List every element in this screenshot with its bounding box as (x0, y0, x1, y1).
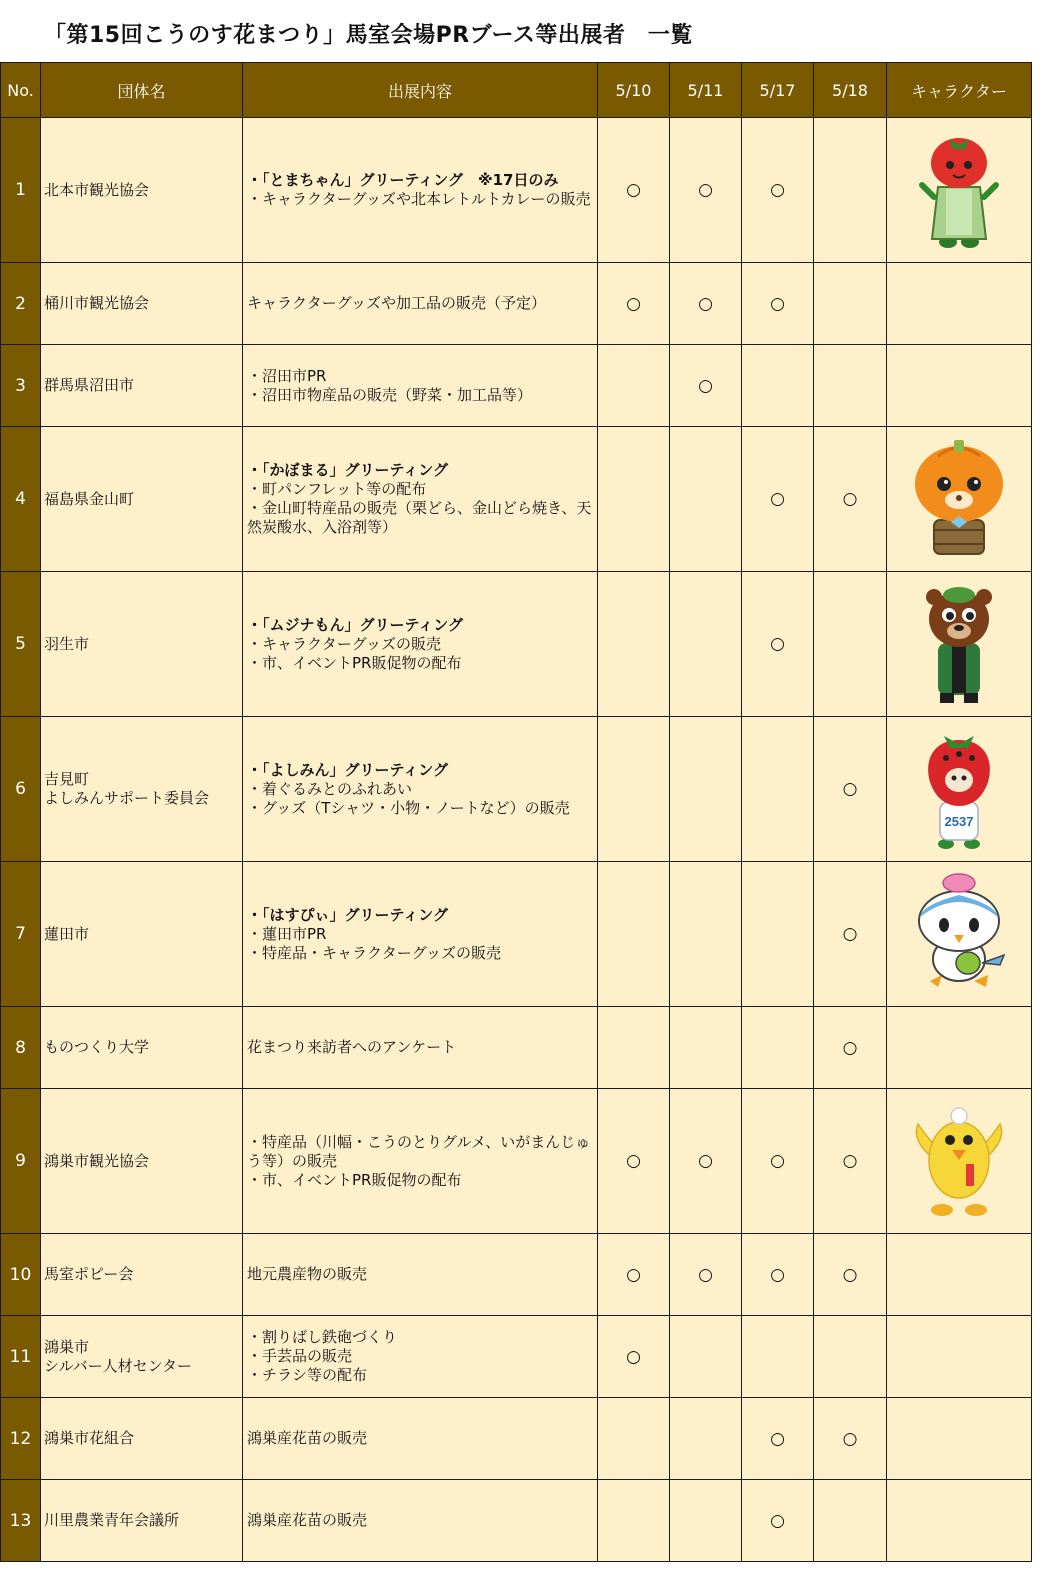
character-cell (887, 572, 1032, 717)
exhibit-content (243, 1007, 598, 1089)
date-3-mark (742, 1316, 814, 1398)
date-1-mark (598, 427, 670, 572)
character-cell (887, 1089, 1032, 1234)
date-1-mark (598, 1007, 670, 1089)
date-2-mark: ○ (670, 263, 742, 345)
date-3-mark (742, 1007, 814, 1089)
row-number: 13 (1, 1480, 41, 1562)
header-character: キャラクター (887, 63, 1032, 118)
pumpkin-mascot-icon (908, 436, 1010, 562)
header-org: 団体名 (41, 63, 243, 118)
exhibit-content-line: 鴻巣産花苗の販売 (247, 1429, 368, 1447)
character-cell (887, 345, 1032, 427)
date-4-mark: ○ (814, 1007, 887, 1089)
date-3-mark (742, 862, 814, 1007)
date-1-mark (598, 862, 670, 1007)
row-number: 9 (1, 1089, 41, 1234)
table-row (1, 118, 1032, 263)
date-4-mark: ○ (814, 717, 887, 862)
organization-name-line: 羽生市 (44, 634, 90, 653)
organization-name-line: 馬室ポピー会 (44, 1265, 134, 1283)
organization-name-line: 福島県金山町 (44, 489, 135, 508)
row-number: 2 (1, 263, 41, 345)
date-4-mark (814, 572, 887, 717)
organization-name (41, 572, 243, 717)
exhibit-content (243, 1398, 598, 1480)
exhibit-content-line: ・町パンフレット等の配布 (247, 480, 427, 498)
exhibit-content-line: ・キャラクターグッズの販売 (247, 634, 441, 653)
organization-name-line: 桶川市観光協会 (44, 294, 150, 312)
exhibit-content (243, 345, 598, 427)
organization-name (41, 427, 243, 572)
exhibit-content (243, 572, 598, 717)
date-4-mark: ○ (814, 1089, 887, 1234)
date-1-mark: ○ (598, 1316, 670, 1398)
exhibit-content-line: ・市、イベントPR販促物の配布 (247, 1170, 462, 1189)
date-3-mark: ○ (742, 572, 814, 717)
exhibit-content-line: 鴻巣産花苗の販売 (247, 1511, 368, 1529)
exhibitor-table (0, 62, 1032, 1562)
date-2-mark (670, 427, 742, 572)
mascot-number-label: 2537 (944, 814, 974, 829)
date-1-mark (598, 1480, 670, 1562)
exhibit-content-line: 花まつり来訪者へのアンケート (247, 1038, 457, 1056)
table-row (1, 1480, 1032, 1562)
exhibit-content-line: ・「とまちゃん」グリーティング ※17日のみ (247, 171, 559, 189)
date-3-mark (742, 345, 814, 427)
header-date-3: 5/17 (742, 63, 814, 118)
exhibit-content-line: ・特産品（川幅・こうのとりグルメ、いがまんじゅう等）の販売 (247, 1132, 591, 1170)
date-1-mark (598, 1398, 670, 1480)
row-number: 4 (1, 427, 41, 572)
date-3-mark (742, 717, 814, 862)
exhibit-content-line: ・特産品・キャラクターグッズの販売 (247, 943, 501, 962)
date-3-mark: ○ (742, 427, 814, 572)
date-2-mark (670, 862, 742, 1007)
table-row (1, 263, 1032, 345)
exhibit-content-line: ・割りばし鉄砲づくり (247, 1328, 398, 1346)
organization-name-line: ものつくり大学 (44, 1038, 150, 1056)
row-number: 7 (1, 862, 41, 1007)
organization-name-line: 川里農業青年会議所 (44, 1511, 180, 1529)
table-row (1, 1007, 1032, 1089)
date-2-mark (670, 1480, 742, 1562)
organization-name (41, 1480, 243, 1562)
table-row (1, 1234, 1032, 1316)
organization-name-line: 吉見町 (44, 770, 90, 788)
exhibit-content (243, 263, 598, 345)
date-3-mark: ○ (742, 1089, 814, 1234)
exhibit-content (243, 717, 598, 862)
organization-name-line: 群馬県沼田市 (44, 376, 135, 394)
date-3-mark: ○ (742, 1398, 814, 1480)
exhibit-content-line: ・市、イベントPR販促物の配布 (247, 653, 462, 672)
character-cell (887, 1480, 1032, 1562)
character-cell (887, 427, 1032, 572)
date-2-mark: ○ (670, 345, 742, 427)
date-4-mark (814, 263, 887, 345)
organization-name (41, 1234, 243, 1316)
character-cell (887, 118, 1032, 263)
row-number: 10 (1, 1234, 41, 1316)
exhibit-content-line: ・「よしみん」グリーティング (247, 760, 449, 779)
date-3-mark: ○ (742, 1234, 814, 1316)
organization-name (41, 118, 243, 263)
exhibit-content-line: ・沼田市PR (247, 366, 327, 385)
page-title: 「第15回こうのす花まつり」馬室会場PRブース等出展者 一覧 (44, 23, 693, 48)
organization-name-line: よしみんサポート委員会 (44, 789, 210, 807)
date-2-mark (670, 1316, 742, 1398)
date-4-mark (814, 1480, 887, 1562)
character-cell (887, 263, 1032, 345)
date-4-mark (814, 118, 887, 263)
exhibit-content-line: ・手芸品の販売 (247, 1347, 353, 1365)
table-row (1, 345, 1032, 427)
exhibit-content-line: ・チラシ等の配布 (247, 1366, 368, 1384)
row-number: 5 (1, 572, 41, 717)
date-1-mark: ○ (598, 1234, 670, 1316)
tomato-mascot-icon (908, 127, 1010, 253)
table-row (1, 717, 1032, 862)
exhibit-content (243, 1089, 598, 1234)
row-number: 11 (1, 1316, 41, 1398)
date-1-mark: ○ (598, 118, 670, 263)
header-date-1: 5/10 (598, 63, 670, 118)
organization-name-line: シルバー人材センター (44, 1356, 192, 1375)
date-3-mark: ○ (742, 1480, 814, 1562)
exhibit-content (243, 1316, 598, 1398)
header-content: 出展内容 (243, 63, 598, 118)
row-number: 8 (1, 1007, 41, 1089)
organization-name (41, 1398, 243, 1480)
exhibit-content-line: ・「ムジナもん」グリーティング (247, 615, 464, 634)
date-2-mark (670, 1007, 742, 1089)
organization-name (41, 717, 243, 862)
exhibit-content (243, 1480, 598, 1562)
exhibit-content-line: キャラクターグッズや加工品の販売（予定） (247, 294, 546, 312)
exhibit-content-line: ・「はすぴぃ」グリーティング (247, 905, 449, 924)
character-cell (887, 1316, 1032, 1398)
date-2-mark: ○ (670, 1089, 742, 1234)
date-3-mark: ○ (742, 263, 814, 345)
header-no: No. (1, 63, 41, 118)
organization-name (41, 1316, 243, 1398)
exhibit-content-line: ・着ぐるみとのふれあい (247, 779, 413, 798)
date-4-mark (814, 1316, 887, 1398)
date-2-mark (670, 1398, 742, 1480)
exhibit-content (243, 1234, 598, 1316)
exhibit-content-line: ・「かぼまる」グリーティング (247, 461, 449, 479)
table-row (1, 1398, 1032, 1480)
organization-name (41, 862, 243, 1007)
table-row (1, 572, 1032, 717)
organization-name-line: 北本市観光協会 (44, 180, 150, 199)
exhibit-content-line: 地元農産物の販売 (247, 1265, 368, 1283)
row-number: 3 (1, 345, 41, 427)
table-row (1, 427, 1032, 572)
row-number: 1 (1, 118, 41, 263)
date-1-mark (598, 717, 670, 862)
table-row (1, 1089, 1032, 1234)
date-2-mark (670, 717, 742, 862)
exhibit-content-line: ・蓮田市PR (247, 924, 327, 943)
row-number: 12 (1, 1398, 41, 1480)
date-2-mark (670, 572, 742, 717)
yellow-bird-mascot-icon (908, 1098, 1010, 1224)
date-4-mark: ○ (814, 427, 887, 572)
organization-name (41, 263, 243, 345)
date-4-mark (814, 345, 887, 427)
exhibit-content-line: ・グッズ（Tシャツ・小物・ノートなど）の販売 (247, 798, 570, 817)
date-1-mark (598, 572, 670, 717)
lotus-bird-mascot-icon (908, 871, 1010, 997)
organization-name-line: 鴻巣市 (44, 1337, 90, 1356)
date-2-mark: ○ (670, 118, 742, 263)
date-4-mark: ○ (814, 862, 887, 1007)
badger-mascot-icon (908, 581, 1010, 707)
character-cell (887, 1007, 1032, 1089)
exhibit-content-line: ・金山町特産品の販売（栗どら、金山どら焼き、天然炭酸水、入浴剤等） (247, 499, 592, 536)
date-1-mark: ○ (598, 1089, 670, 1234)
table-row (1, 1316, 1032, 1398)
date-4-mark: ○ (814, 1234, 887, 1316)
character-cell (887, 1234, 1032, 1316)
header-date-2: 5/11 (670, 63, 742, 118)
exhibit-content-line: ・キャラクターグッズや北本レトルトカレーの販売 (247, 190, 591, 208)
organization-name-line: 鴻巣市観光協会 (44, 1151, 150, 1170)
date-4-mark: ○ (814, 1398, 887, 1480)
exhibit-content (243, 862, 598, 1007)
table-header-row (1, 63, 1032, 118)
character-cell (887, 862, 1032, 1007)
organization-name-line: 鴻巣市花組合 (44, 1429, 135, 1447)
exhibit-content (243, 427, 598, 572)
organization-name-line: 蓮田市 (44, 924, 90, 943)
row-number: 6 (1, 717, 41, 862)
character-cell (887, 1398, 1032, 1480)
date-1-mark (598, 345, 670, 427)
character-cell (887, 717, 1032, 862)
table-row (1, 862, 1032, 1007)
header-date-4: 5/18 (814, 63, 887, 118)
organization-name (41, 1089, 243, 1234)
organization-name (41, 345, 243, 427)
date-2-mark: ○ (670, 1234, 742, 1316)
date-3-mark: ○ (742, 118, 814, 263)
exhibit-content (243, 118, 598, 263)
exhibit-content-line: ・沼田市物産品の販売（野菜・加工品等） (247, 385, 533, 404)
strawberry-mascot-icon (908, 726, 1010, 852)
date-1-mark: ○ (598, 263, 670, 345)
organization-name (41, 1007, 243, 1089)
